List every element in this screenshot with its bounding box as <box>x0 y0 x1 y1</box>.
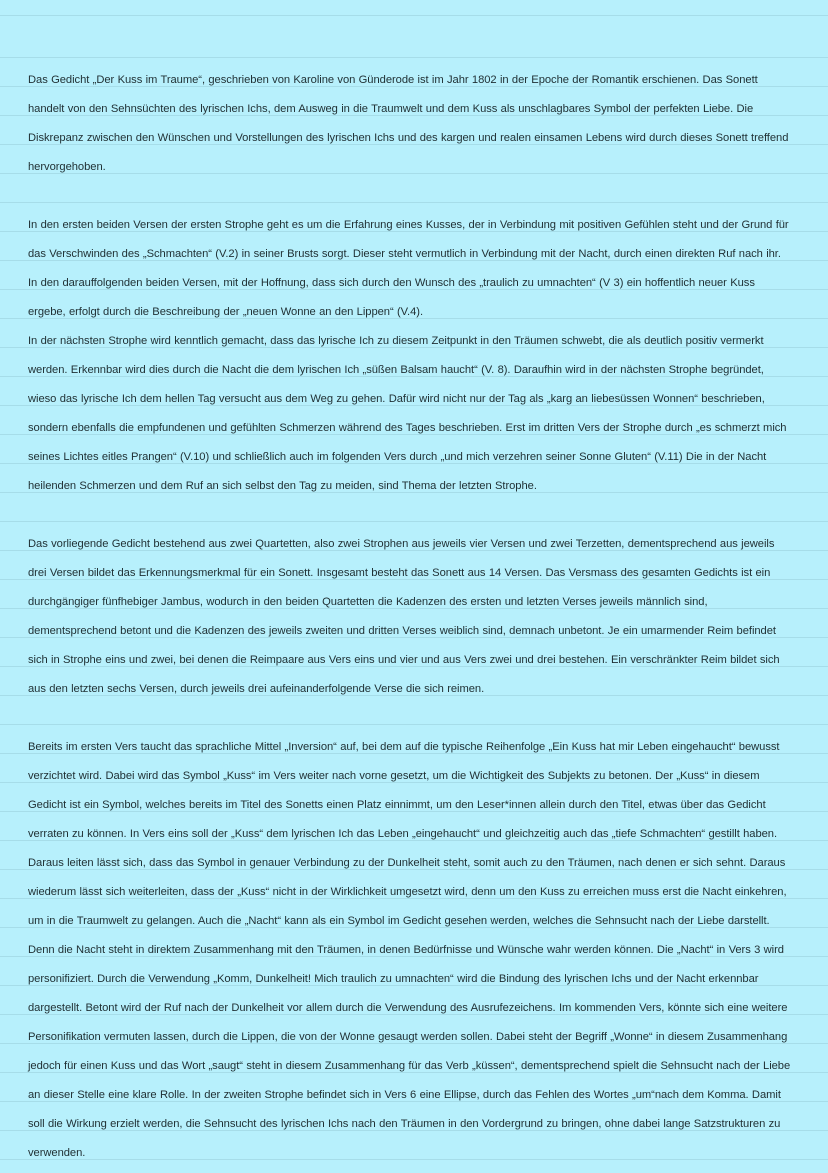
paragraph-spacer <box>28 182 803 211</box>
text-line: handelt von den Sehnsüchten des lyrischen Ichs, dem Ausweg in die Traumwelt und dem Kuss als unschlagbares Symbol der perfekten Liebe. Die <box>28 103 754 115</box>
paragraph-form-analysis <box>28 530 803 704</box>
text-line: sich in Strophe eins und zwei, bei denen die Reimpaare aus Vers eins und vier und aus Vers zwei und drei bestehen. Ein verschränkter Reim bildet sich <box>28 654 780 666</box>
text-line: Diskrepanz zwischen den Wünschen und Vorstellungen des lyrischen Ichs und des kargen und realen einsamen Lebens wird durch dieses Sonett treffend <box>28 132 789 144</box>
text-line: seines Lichtes eitles Prangen“ (V.10) und schließlich auch im folgenden Vers durch „und mich verzehren seiner Sonne Gluten“ (V.11) Die in der Nacht <box>28 451 767 463</box>
text-line: Personifikation vermuten lassen, durch die Lippen, die von der Wonne gesaugt werden sollen. Dabei steht der Begriff „Wonne“ in diesem Zusammenhang <box>28 1031 788 1043</box>
text-line: werden. Erkennbar wird dies durch die Nacht die dem lyrischen Ich „süßen Balsam haucht“ (V. 8). Daraufhin wird in der nächsten Strophe begründet, <box>28 364 764 376</box>
text-line: personifiziert. Durch die Verwendung „Komm, Dunkelheit! Mich traulich zu umnachten“ wird die Bindung des lyrischen Ichs und der Nacht erkennbar <box>28 973 759 985</box>
text-line: jedoch für einen Kuss und das Wort „saugt“ steht in diesem Zusammenhang für das Verb „küssen“, dementsprechend spielt die Sehnsucht nach der Liebe <box>28 1060 791 1072</box>
text-line: ergebe, erfolgt durch die Beschreibung der „neuen Wonne an den Lippen“ (V.4). <box>28 306 424 318</box>
paragraph-introduction <box>28 66 803 182</box>
text-line: Das vorliegende Gedicht bestehend aus zwei Quartetten, also zwei Strophen aus jeweils vier Versen und zwei Terzetten, dementsprechend aus jeweils <box>28 538 775 550</box>
paragraph-spacer <box>28 704 803 733</box>
text-line: verwenden. <box>28 1147 86 1159</box>
text-line: Das Gedicht „Der Kuss im Traume“, geschrieben von Karoline von Günderode ist im Jahr 1802 in der Epoche der Romantik erschienen. Das Sonett <box>28 74 758 86</box>
document-page <box>28 66 803 1168</box>
text-line: um in die Traumwelt zu gelangen. Auch die „Nacht“ kann als ein Symbol im Gedicht gesehen werden, welches die Sehnsucht nach der Liebe darstellt. <box>28 915 770 927</box>
text-line: In den ersten beiden Versen der ersten Strophe geht es um die Erfahrung eines Kusses, der in Verbindung mit positiven Gefühlen steht und der Grund für <box>28 219 789 231</box>
text-line: hervorgehoben. <box>28 161 106 173</box>
text-line: verraten zu können. In Vers eins soll der „Kuss“ dem lyrischen Ich das Leben „eingehaucht“ und gleichzeitig auch das „tiefe Schmachten“ gestillt haben. <box>28 828 778 840</box>
text-line: heilenden Schmerzen und dem Ruf an sich selbst den Tag zu meiden, sind Thema der letzten Strophe. <box>28 480 537 492</box>
text-line: dementsprechend betont und die Kadenzen des jeweils zweiten und dritten Verses weiblich sind, demnach unbetont. Je ein umarmender Reim befindet <box>28 625 776 637</box>
paragraph-spacer <box>28 501 803 530</box>
paragraph-first-stanza <box>28 211 803 327</box>
text-line: Daraus leiten lässt sich, dass das Symbol in genauer Verbindung zu der Dunkelheit steht, somit auch zu den Träumen, nach denen er sich sehnt. Daraus <box>28 857 786 869</box>
text-line: verzichtet wird. Dabei wird das Symbol „Kuss“ im Vers weiter nach vorne gesetzt, um die Wichtigkeit des Subjekts zu betonen. Der „Kuss“ in diesem <box>28 770 760 782</box>
text-line: drei Versen bildet das Erkennungsmerkmal für ein Sonett. Insgesamt besteht das Sonett aus 14 Versen. Das Versmass des gesamten Gedichts ist ein <box>28 567 771 579</box>
text-line: Denn die Nacht steht in direktem Zusammenhang mit den Träumen, in denen Bedürfnisse und Wünsche wahr werden können. Die „Nacht“ in Vers 3 wird <box>28 944 784 956</box>
text-line: dargestellt. Betont wird der Ruf nach der Dunkelheit vor allem durch die Verwendung des Ausrufezeichens. Im kommenden Vers, könnte sich eine weitere <box>28 1002 788 1014</box>
text-line: wiederum lässt sich weiterleiten, dass der „Kuss“ nicht in der Wirklichkeit umgesetzt wird, denn um den Kuss zu erreichen muss erst die Nacht einkehren, <box>28 886 787 898</box>
text-line: Bereits im ersten Vers taucht das sprachliche Mittel „Inversion“ auf, bei dem auf die typische Reihenfolge „Ein Kuss hat mir Leben eingehaucht“ bewusst <box>28 741 780 753</box>
paragraph-following-stanzas <box>28 327 803 501</box>
text-line: wieso das lyrische Ich dem hellen Tag versucht aus dem Weg zu gehen. Dafür wird nicht nur der Tag als „karg an liebesüssen Wonnen“ beschrieben, <box>28 393 765 405</box>
text-line: an dieser Stelle eine klare Rolle. In der zweiten Strophe befindet sich in Vers 6 eine Ellipse, durch das Fehlen des Wortes „um“nach dem Komma. Damit <box>28 1089 781 1101</box>
text-line: aus den letzten sechs Versen, durch jeweils drei aufeinanderfolgende Verse die sich reimen. <box>28 683 485 695</box>
text-line: durchgängiger fünfhebiger Jambus, wodurch in den beiden Quartetten die Kadenzen des ersten und letzten Verses jeweils männlich sind, <box>28 596 708 608</box>
text-line: das Verschwinden des „Schmachten“ (V.2) in seiner Brusts sorgt. Dieser steht vermutlich in Verbindung mit der Nacht, durch einen direkten Ruf nach ihr. <box>28 248 781 260</box>
text-line: sondern ebenfalls die empfundenen und gefühlten Schmerzen während des Tages beschrieben. Erst im dritten Vers der Strophe durch „es schmerzt mich <box>28 422 787 434</box>
text-line: soll die Wirkung erzielt werden, die Sehnsucht des lyrischen Ichs nach den Träumen in den Vordergrund zu bringen, ohne dabei lange Satzstrukturen zu <box>28 1118 781 1130</box>
text-line: In den darauffolgenden beiden Versen, mit der Hoffnung, dass sich durch den Wunsch des „traulich zu umnachten“ (V 3) ein hoffentlich neuer Kuss <box>28 277 755 289</box>
text-line: Gedicht ist ein Symbol, welches bereits im Titel des Sonetts einen Platz einnimmt, um den Leser*innen allein durch den Titel, etwas über das Gedicht <box>28 799 766 811</box>
paragraph-stylistic-devices <box>28 733 803 1168</box>
text-line: In der nächsten Strophe wird kenntlich gemacht, dass das lyrische Ich zu diesem Zeitpunkt in den Träumen schwebt, die als deutlich positiv vermerkt <box>28 335 764 347</box>
